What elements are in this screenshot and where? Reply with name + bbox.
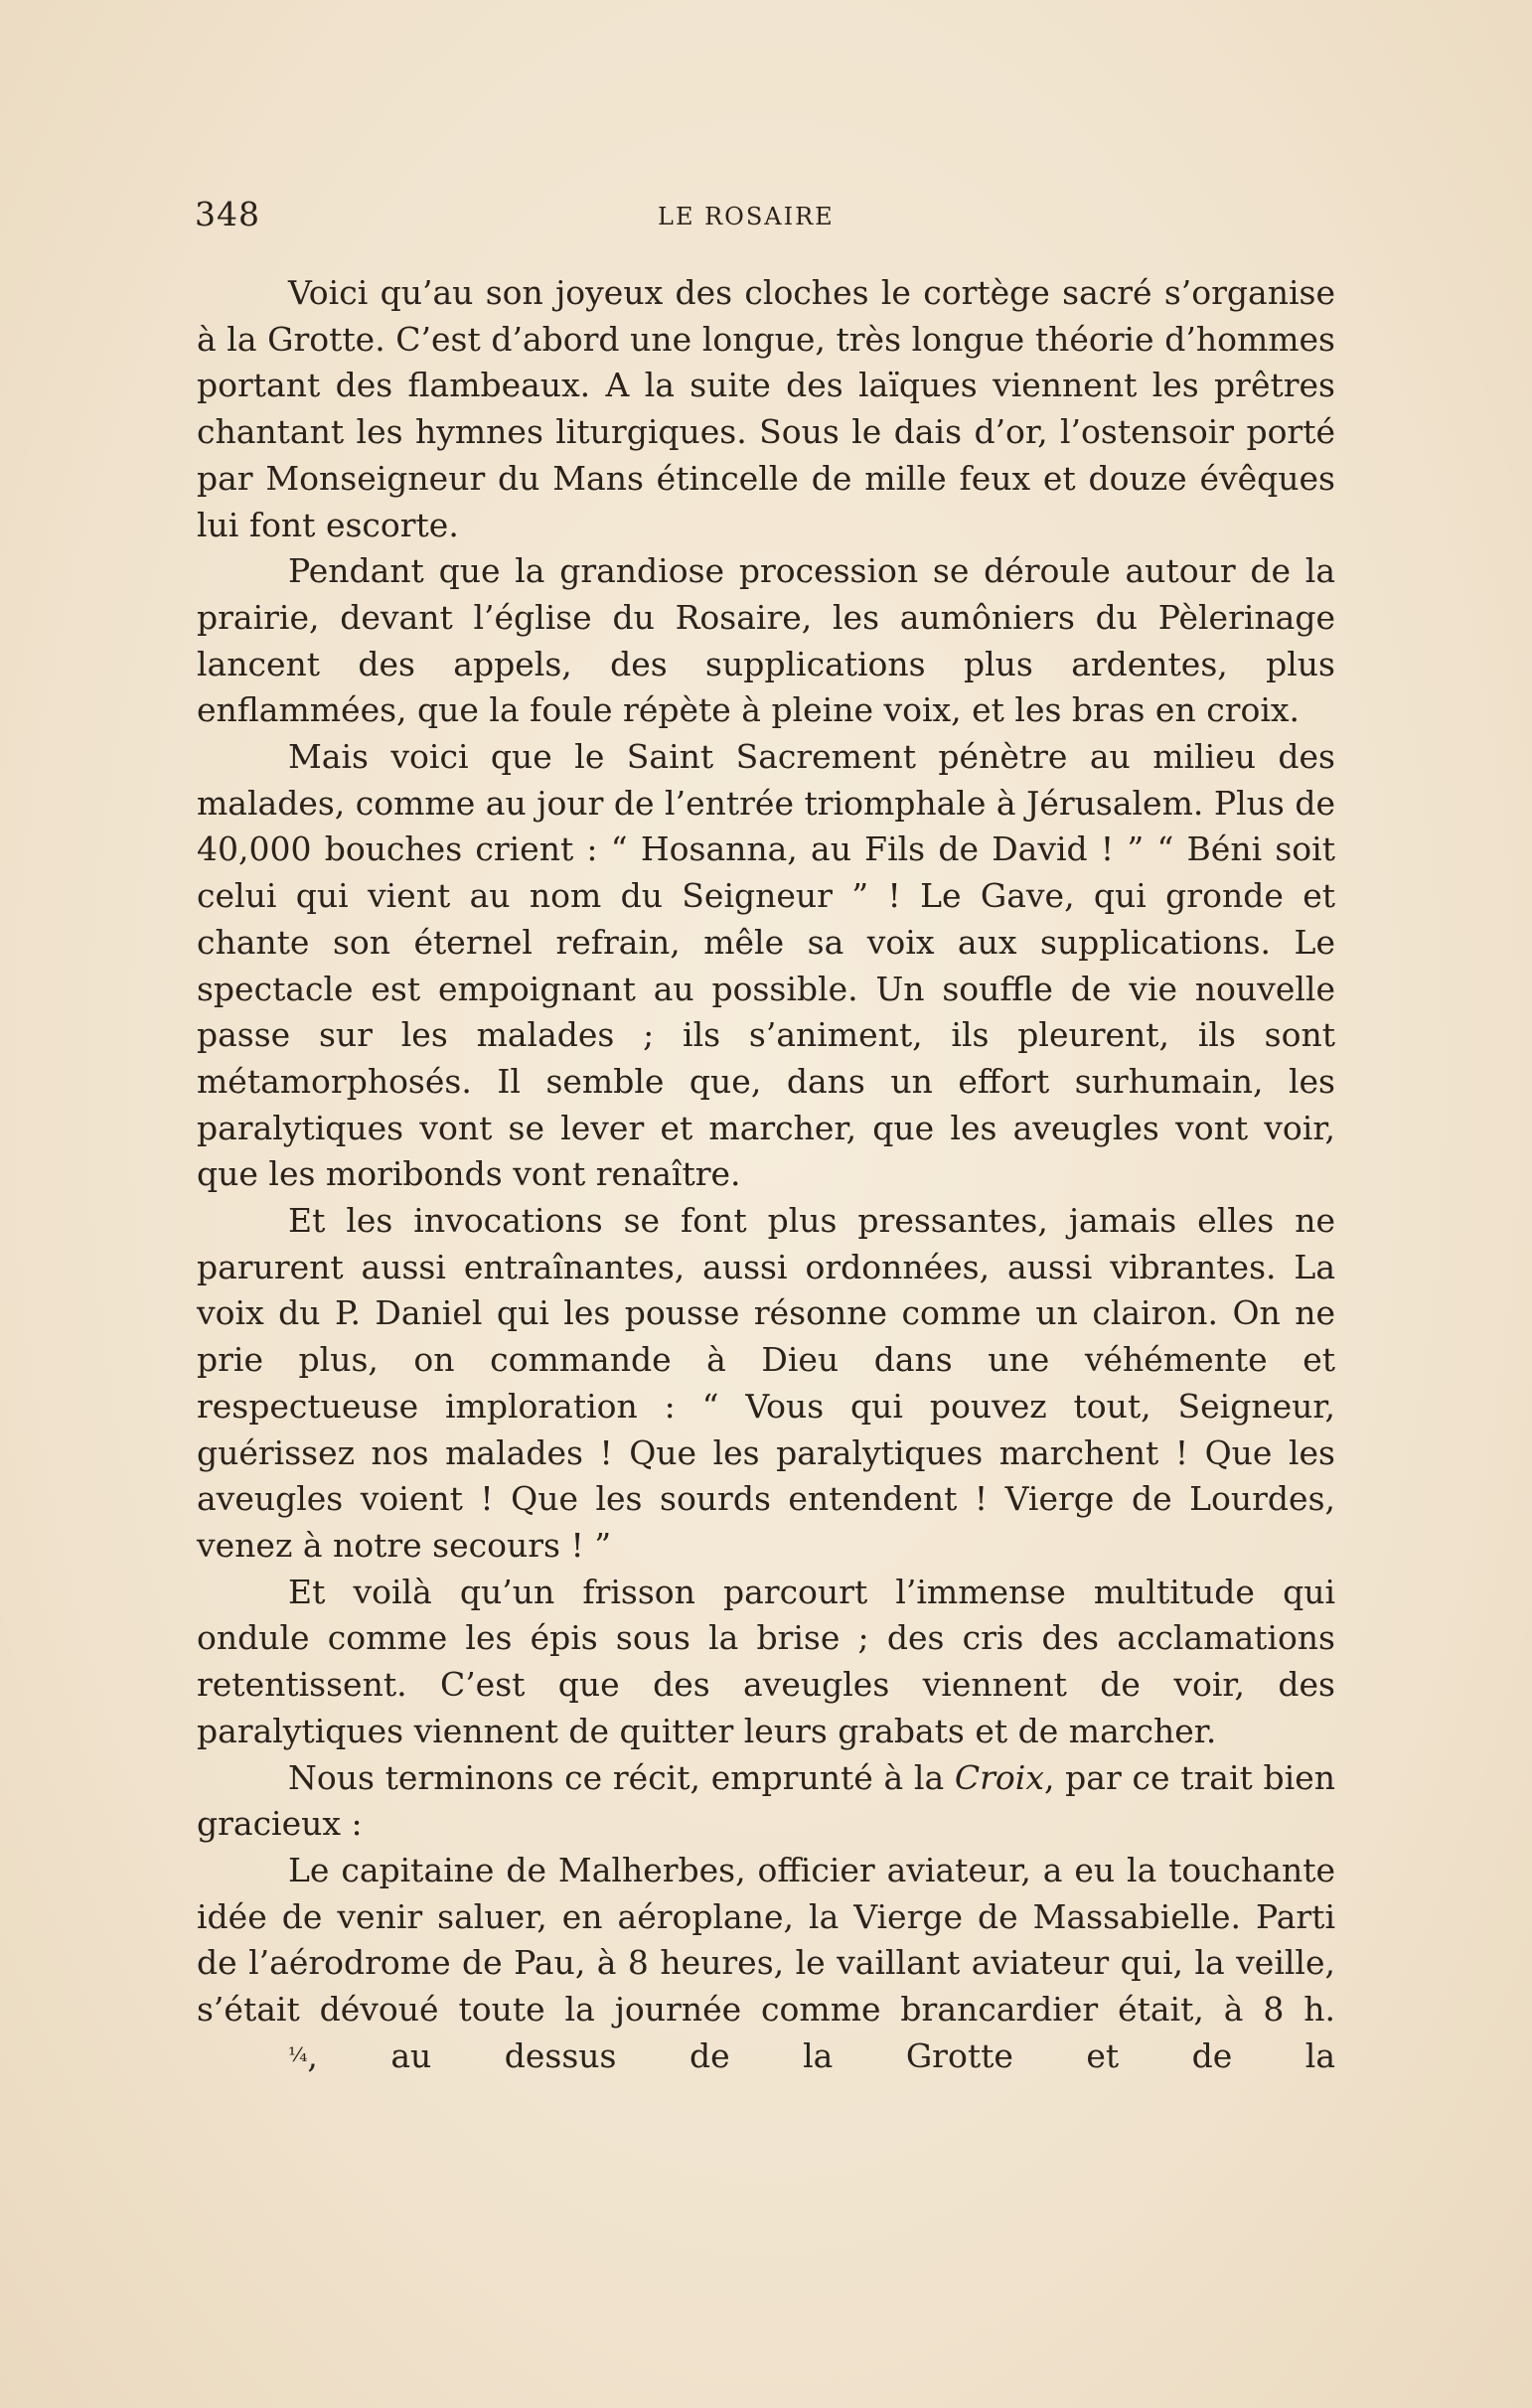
paragraph-appeals: Pendant que la grandiose procession se déroule autour de la prairie, devant l’église du Rosaire, les aumôniers du Pèlerinage lancent des appels, des supplications plus ardentes, plus enflammées, que la foule répète à pleine voix, et les bras en croix. bbox=[197, 551, 1335, 730]
page-number: 348 bbox=[195, 195, 260, 233]
paragraph-blessed-sacrament: Mais voici que le Saint Sacrement pénètre au milieu des malades, comme au jour de l’entrée triomphale à Jérusalem. Plus de 40,000 bouches crient : “ Hosanna, au Fils de David ! ” “ Béni soit celui qui vient au nom du Seigneur ” ! Le Gave, qui gronde et chante son éternel refrain, mêle sa voix aux supplications. Le spectacle est empoignant au possible. Un souffle de vie nouvelle passe sur les malades ; ils s’animent, ils pleurent, ils sont métamorphosés. Il semble que, dans un effort surhumain, les paralytiques vont se lever et marcher, que les aveugles vont voir, que les moribonds vont renaître. bbox=[197, 737, 1335, 1194]
running-title: LE ROSAIRE bbox=[658, 203, 835, 230]
text-run: , par ce trait bien gracieux : bbox=[197, 1757, 1335, 1844]
paragraph-conclusion-intro bbox=[197, 1755, 1335, 1848]
text-run: , au dessus de la Grotte et de la bbox=[307, 2035, 1335, 2075]
text-run: Le capitaine de Malherbes, officier aviateur, a eu la touchante idée de venir saluer, en aéroplane, la Vierge de Massabielle. Parti de l’aérodrome de Pau, à 8 heures, le vaillant aviateur qui, la veille, s’était dévoué toute la journée comme brancardier était, à 8 h. bbox=[197, 1850, 1335, 2030]
running-head bbox=[195, 195, 1337, 242]
body-text bbox=[197, 270, 1335, 2079]
newspaper-title: Croix bbox=[954, 1757, 1044, 1797]
text-run: Nous terminons ce récit, emprunté à la bbox=[288, 1757, 955, 1797]
paragraph-aviator bbox=[197, 1848, 1335, 2080]
paragraph-miracles: Et voilà qu’un frisson parcourt l’immense multitude qui ondule comme les épis sous la brise ; des cris des acclamations retentissent. C’est que des aveugles viennent de voir, des paralytiques viennent de quitter leurs grabats et de marcher. bbox=[197, 1572, 1335, 1750]
paragraph-procession: Voici qu’au son joyeux des cloches le cortège sacré s’organise à la Grotte. C’est d’abord une longue, très longue théorie d’hommes portant des flambeaux. A la suite des laïques viennent les prêtres chantant les hymnes liturgiques. Sous le dais d’or, l’ostensoir porté par Monseigneur du Mans étincelle de mille feux et douze évêques lui font escorte. bbox=[197, 273, 1335, 544]
fraction-quarter: ¼ bbox=[288, 2041, 308, 2066]
paragraph-invocations: Et les invocations se font plus pressantes, jamais elles ne parurent aussi entraînantes, aussi ordonnées, aussi vibrantes. La voix du P. Daniel qui les pousse résonne comme un clairon. On ne prie plus, on commande à Dieu dans une véhémente et respectueuse imploration : “ Vous qui pouvez tout, Seigneur, guérissez nos malades ! Que les paralytiques marchent ! Que les aveugles voient ! Que les sourds entendent ! Vierge de Lourdes, venez à notre secours ! ” bbox=[197, 1201, 1335, 1565]
